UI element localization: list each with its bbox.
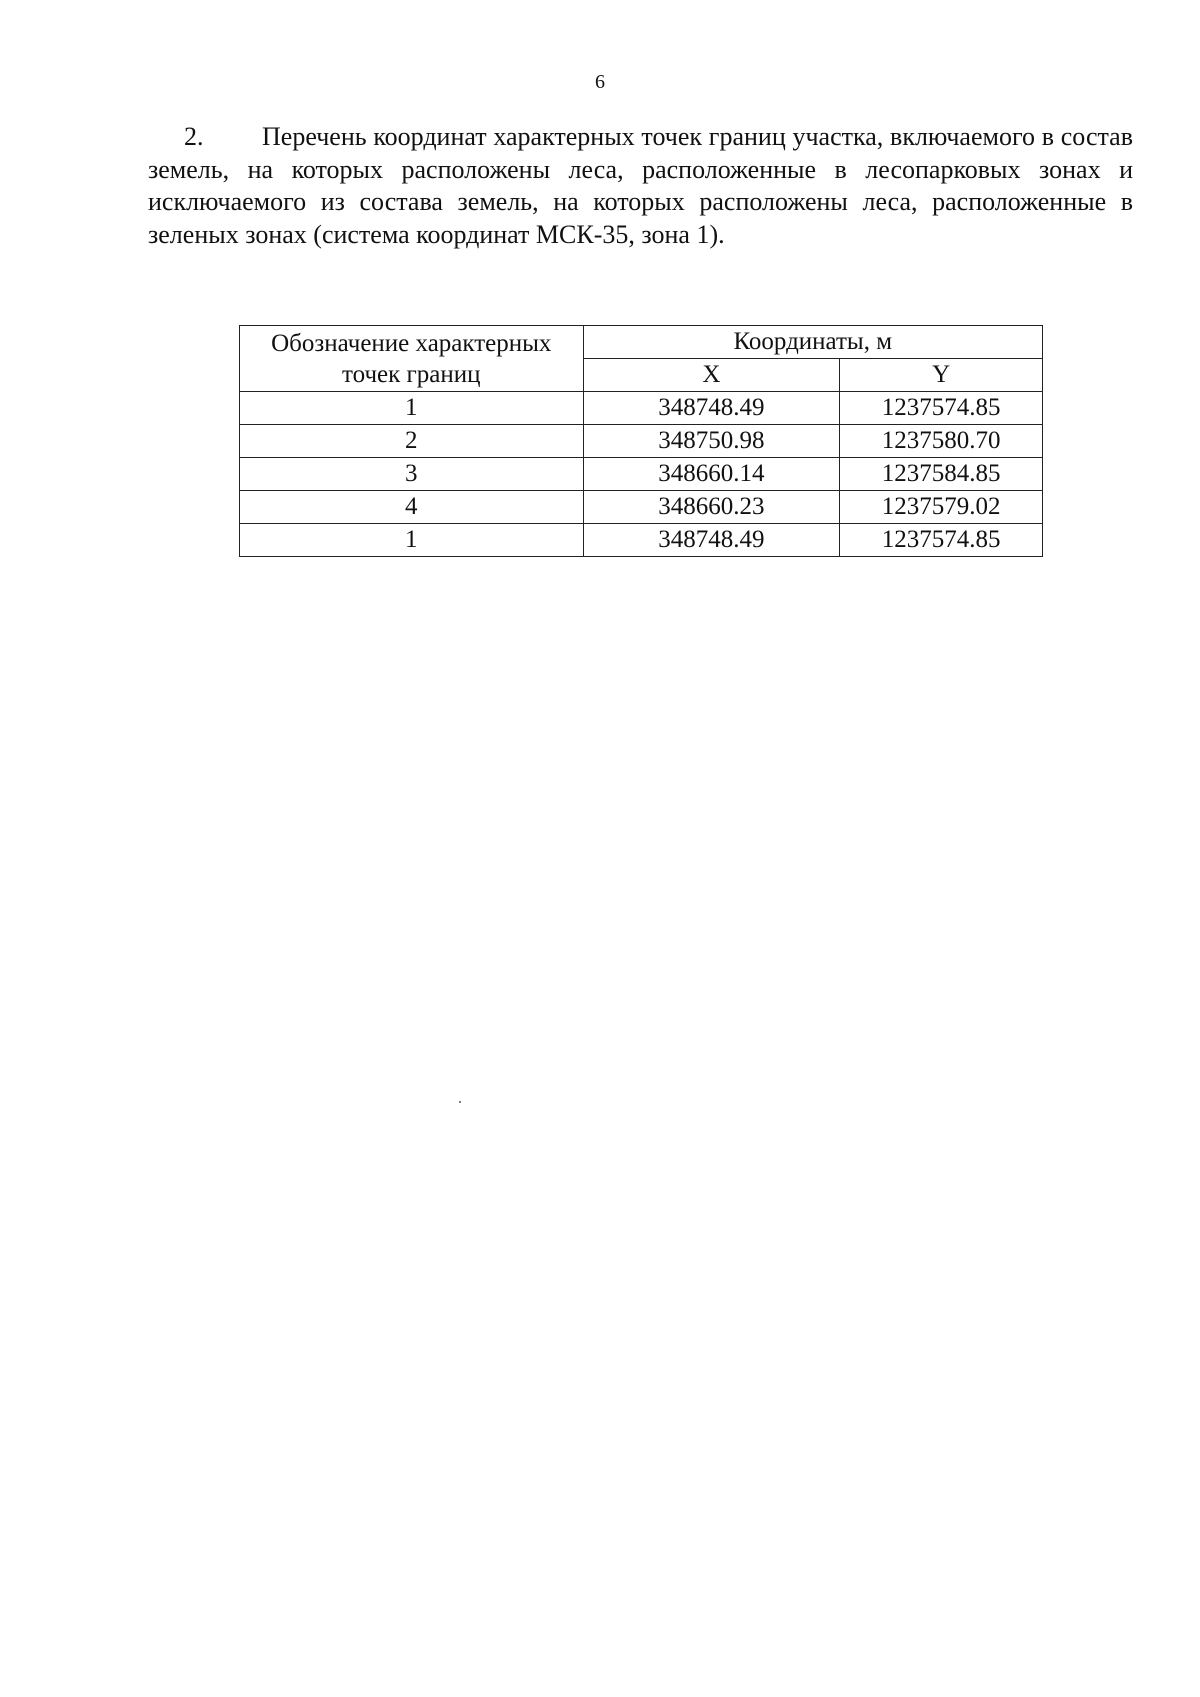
point-cell: 2 — [240, 425, 584, 458]
coordinates-table — [239, 325, 1043, 557]
point-cell: 4 — [240, 491, 584, 524]
table-header-row-1 — [240, 326, 1043, 359]
table-row — [240, 524, 1043, 557]
x-header: X — [583, 359, 840, 392]
y-cell: 1237584.85 — [840, 458, 1043, 491]
points-header-line2: точек границ — [342, 360, 481, 388]
table-row — [240, 392, 1043, 425]
points-header-cell — [240, 326, 584, 392]
point-cell: 1 — [240, 392, 584, 425]
table-row — [240, 491, 1043, 524]
x-cell: 348748.49 — [583, 524, 840, 557]
table-row — [240, 425, 1043, 458]
point-cell: 3 — [240, 458, 584, 491]
paragraph-number: 2. — [184, 122, 204, 151]
paragraph — [148, 121, 1133, 251]
x-cell: 348748.49 — [583, 392, 840, 425]
x-cell: 348660.23 — [583, 491, 840, 524]
coordinates-header: Координаты, м — [583, 326, 1042, 359]
y-cell: 1237574.85 — [840, 392, 1043, 425]
points-header-line1: Обозначение характерных — [271, 329, 552, 357]
x-cell: 348660.14 — [583, 458, 840, 491]
y-cell: 1237580.70 — [840, 425, 1043, 458]
y-cell: 1237574.85 — [840, 524, 1043, 557]
x-cell: 348750.98 — [583, 425, 840, 458]
page-number: 6 — [595, 71, 605, 93]
paragraph-text: Перечень координат характерных точек границ участка, включаемого в состав земель, на которых расположены леса, расположенные в лесопарковых зонах и исключаемого из состава земель, на которых расположены леса, расположенные в зеленых зонах (система координат МСК-35, зона 1). — [148, 122, 1133, 249]
table-row — [240, 458, 1043, 491]
y-header: Y — [840, 359, 1043, 392]
point-cell: 1 — [240, 524, 584, 557]
scan-speck — [459, 1101, 461, 1103]
y-cell: 1237579.02 — [840, 491, 1043, 524]
